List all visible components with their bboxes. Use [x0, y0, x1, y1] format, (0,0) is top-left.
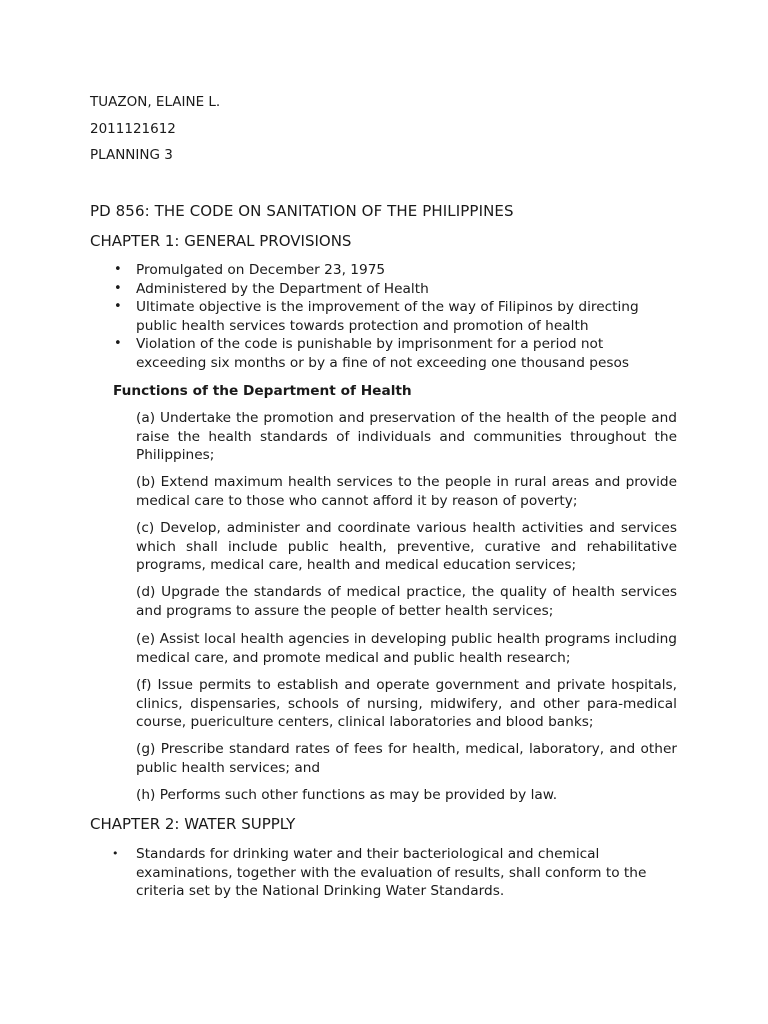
- function-item-b: (b) Extend maximum health services to the people in rural areas and provide medical care to those who cannot afford it by reason of poverty;: [136, 474, 677, 509]
- list-item: • Violation of the code is punishable by imprisonment for a period not exceeding six months or by a fine of not exceeding one thousand pesos: [112, 335, 652, 372]
- course-label: PLANNING 3: [90, 147, 173, 163]
- function-item-d: (d) Upgrade the standards of medical practice, the quality of health services and programs to assure the people of better health services;: [136, 584, 677, 619]
- list-item: • Standards for drinking water and their bacteriological and chemical examinations, together with the evaluation of results, shall conform to the criteria set by the National Drinking Water Standards.: [112, 845, 652, 901]
- list-item: • Administered by the Department of Health: [112, 280, 652, 299]
- chapter-2-heading: CHAPTER 2: WATER SUPPLY: [90, 815, 296, 833]
- function-item-f: (f) Issue permits to establish and operate government and private hospitals, clinics, dispensaries, schools of nursing, midwifery, and other para-medical course, puericulture centers, clinical laboratories and blood banks;: [136, 677, 677, 730]
- function-item-a: (a) Undertake the promotion and preservation of the health of the people and raise the health standards of individuals and communities throughout the Philippines;: [136, 410, 677, 463]
- function-item-c: (c) Develop, administer and coordinate various health activities and services which shall include public health, preventive, curative and rehabilitative programs, medical care, health and medical education services;: [136, 520, 677, 573]
- document-title: PD 856: THE CODE ON SANITATION OF THE PHILIPPINES: [90, 202, 514, 220]
- function-item-h: (h) Performs such other functions as may be provided by law.: [136, 787, 558, 803]
- function-item-e: (e) Assist local health agencies in developing public health programs including medical care, and promote medical and public health research;: [136, 631, 677, 666]
- student-id: 2011121612: [90, 121, 176, 137]
- chapter-1-bullet-list: [112, 261, 652, 373]
- chapter-1-heading: CHAPTER 1: GENERAL PROVISIONS: [90, 232, 352, 250]
- list-item: • Ultimate objective is the improvement of the way of Filipinos by directing public health services towards protection and promotion of health: [112, 298, 652, 335]
- chapter-2-bullet-list: [112, 845, 652, 901]
- student-name: TUAZON, ELAINE L.: [90, 94, 221, 110]
- function-item-g: (g) Prescribe standard rates of fees for health, medical, laboratory, and other public health services; and: [136, 741, 677, 776]
- list-item: • Promulgated on December 23, 1975: [112, 261, 652, 280]
- functions-heading: Functions of the Department of Health: [113, 383, 412, 399]
